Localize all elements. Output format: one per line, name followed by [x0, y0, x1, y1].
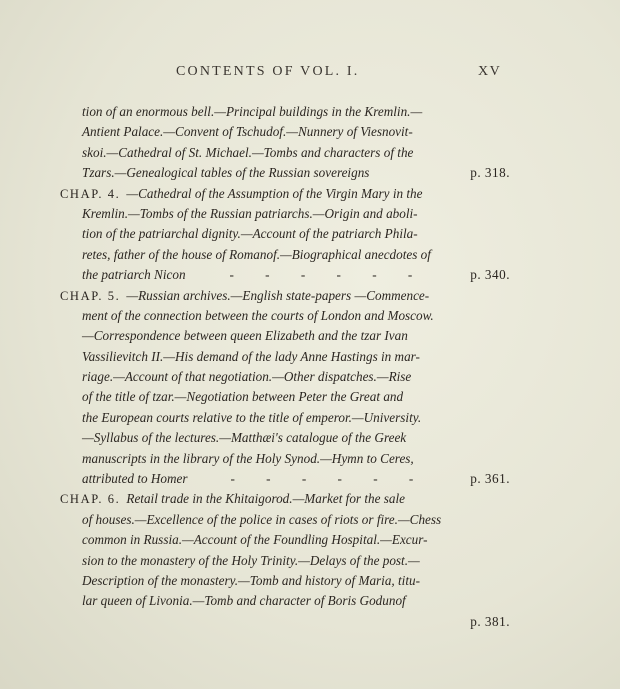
contents-line [60, 163, 510, 183]
line-content: skoi.—Cathedral of St. Michael.—Tombs and characters of the [82, 144, 414, 160]
contents-line [60, 387, 510, 407]
line-text [82, 367, 411, 387]
line-text [82, 591, 406, 611]
contents-line [60, 408, 510, 428]
line-text [82, 347, 420, 367]
line-text [82, 143, 413, 163]
contents-line [60, 591, 510, 611]
line-content: Tzars.—Genealogical tables of the Russian sovereigns [82, 165, 370, 181]
line-content: Description of the monastery.—Tomb and history of Maria, titu- [82, 572, 420, 588]
contents-line [60, 122, 510, 142]
line-content: ment of the connection between the courts of London and Moscow. [82, 307, 434, 323]
chapter-heading-line [60, 286, 510, 306]
chapter-heading-line [60, 184, 510, 204]
line-text [82, 408, 421, 428]
line-content: attributed to Homer [82, 471, 188, 487]
contents-line [60, 551, 510, 571]
contents-line [60, 347, 510, 367]
line-content: manuscripts in the library of the Holy Synod.—Hymn to Ceres, [82, 450, 414, 466]
contents-line [60, 224, 510, 244]
line-text [82, 428, 406, 448]
line-content: —Syllabus of the lectures.—Matthæi's catalogue of the Greek [82, 430, 407, 446]
line-content: the European courts relative to the title of emperor.—University. [82, 409, 422, 425]
page-reference: p. 381. [470, 613, 510, 629]
line-content: retes, father of the house of Romanof.—Biographical anecdotes of [82, 246, 431, 262]
line-text [60, 489, 405, 509]
line-text [82, 551, 420, 571]
contents-line [60, 367, 510, 387]
line-text [82, 326, 408, 346]
contents-line [60, 204, 510, 224]
page-reference: p. 361. [470, 471, 510, 487]
line-text [82, 163, 369, 183]
line-text [82, 449, 414, 469]
line-text [82, 530, 428, 550]
line-content: the patriarch Nicon [82, 267, 186, 283]
contents-line [60, 530, 510, 550]
line-text [60, 184, 422, 204]
line-content: Antient Palace.—Convent of Tschudof.—Nunnery of Viesnovit- [82, 124, 413, 140]
contents-line [60, 510, 510, 530]
line-text [82, 387, 403, 407]
page-number: XV [478, 64, 502, 79]
leader-dashes: - - - - - - [230, 471, 428, 487]
line-content: sion to the monastery of the Holy Trinity.—Delays of the post.— [82, 552, 420, 568]
line-text [82, 265, 186, 285]
line-content: lar queen of Livonia.—Tomb and character of Boris Godunof [82, 593, 406, 609]
line-content: —Correspondence between queen Elizabeth and the tzar Ivan [82, 328, 408, 344]
line-content: Retail trade in the Khitaigorod.—Market for the sale [126, 491, 406, 507]
contents-body [60, 102, 510, 632]
line-content: —Russian archives.—English state-papers —Commence- [126, 287, 430, 303]
contents-line [60, 306, 510, 326]
chapter-label: CHAP. 5. [60, 288, 121, 303]
chapter-label: CHAP. 6. [60, 492, 121, 507]
line-text [60, 286, 429, 306]
line-text [82, 122, 413, 142]
page-reference: p. 318. [470, 165, 510, 181]
line-text [82, 571, 420, 591]
line-text [82, 102, 422, 122]
chapter-label: CHAP. 4. [60, 186, 121, 201]
line-text [82, 306, 434, 326]
line-text [82, 245, 431, 265]
line-content: common in Russia.—Account of the Foundling Hospital.—Excur- [82, 532, 428, 548]
contents-line [60, 469, 510, 489]
contents-line [60, 265, 510, 285]
line-content: —Cathedral of the Assumption of the Virgin Mary in the [126, 185, 423, 201]
line-content: tion of an enormous bell.—Principal buildings in the Kremlin.— [82, 104, 423, 119]
line-text [82, 510, 441, 530]
line-content: of houses.—Excellence of the police in cases of riots or fire.—Chess [82, 511, 442, 527]
contents-line [60, 102, 510, 122]
line-content: Vassilievitch II.—His demand of the lady Anne Hastings in mar- [82, 348, 420, 364]
contents-line [60, 245, 510, 265]
line-text [82, 204, 418, 224]
chapter-heading-line [60, 489, 510, 509]
contents-line [60, 143, 510, 163]
contents-line [60, 326, 510, 346]
line-text [82, 224, 418, 244]
contents-line [60, 449, 510, 469]
line-content: of the title of tzar.—Negotiation between Peter the Great and [82, 389, 404, 405]
contents-line [60, 428, 510, 448]
page-header [0, 64, 620, 86]
page-reference: p. 340. [470, 267, 510, 283]
leader-dashes: - - - - - - [229, 267, 427, 283]
running-title: CONTENTS OF VOL. I. [176, 64, 360, 79]
line-content: tion of the patriarchal dignity.—Account of the patriarch Phila- [82, 226, 418, 242]
page-reference-line [60, 612, 510, 632]
contents-line [60, 571, 510, 591]
line-text [82, 469, 188, 489]
line-content: riage.—Account of that negotiation.—Other dispatches.—Rise [82, 369, 412, 385]
line-content: Kremlin.—Tombs of the Russian patriarchs.—Origin and aboli- [82, 205, 418, 221]
